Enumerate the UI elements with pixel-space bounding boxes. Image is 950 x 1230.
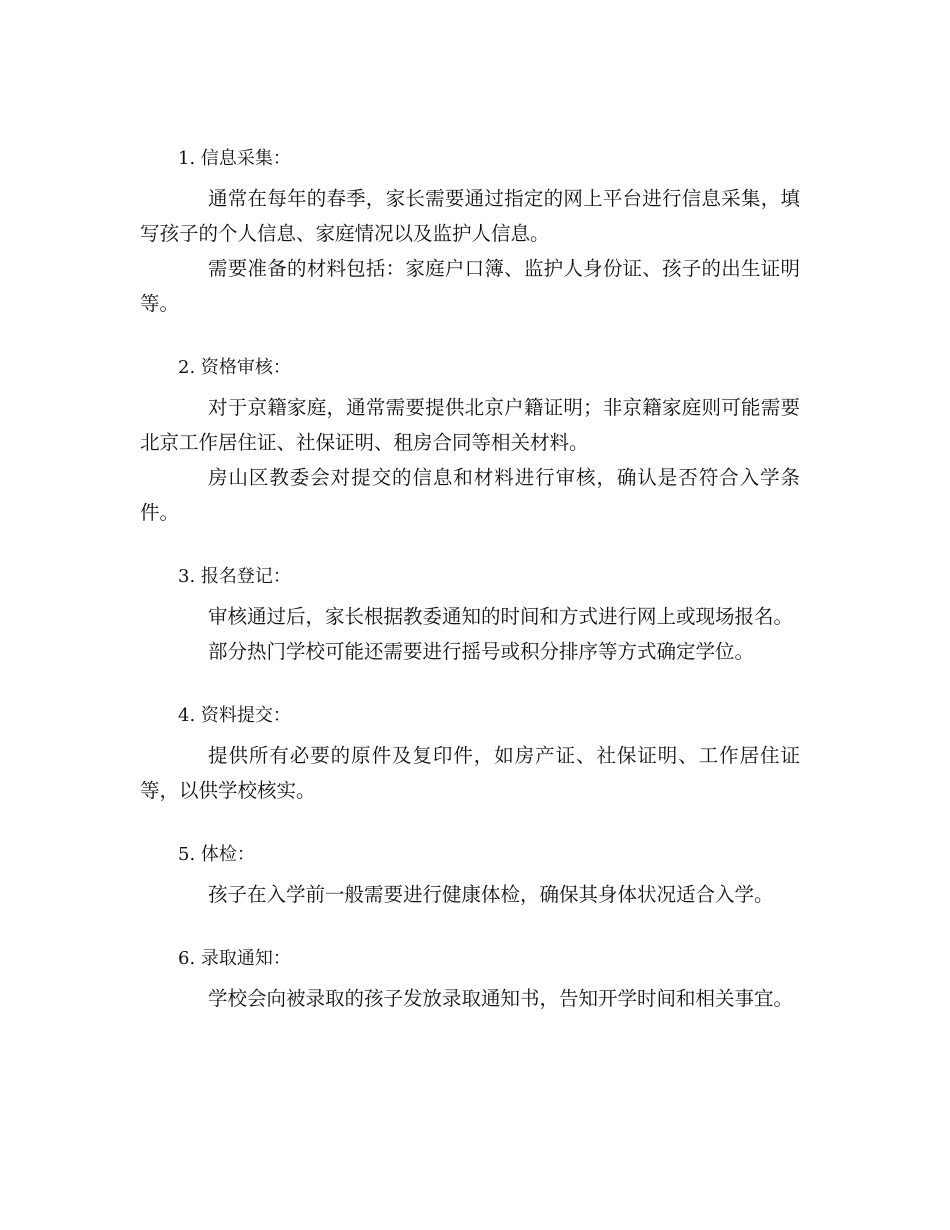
section-paragraph: 学校会向被录取的孩子发放录取通知书，告知开学时间和相关事宜。 <box>208 987 794 1010</box>
section-paragraph: 需要准备的材料包括：家庭户口簿、监护人身份证、孩子的出生证明等。 <box>140 257 800 315</box>
section-heading: 5. 体检： <box>178 844 255 865</box>
section-paragraph: 通常在每年的春季，家长需要通过指定的网上平台进行信息采集，填写孩子的个人信息、家庭情况以及监护人信息。 <box>140 187 800 245</box>
section-info-collection <box>140 145 800 321</box>
section-registration <box>140 563 800 669</box>
section-paragraph: 对于京籍家庭，通常需要提供北京户籍证明；非京籍家庭则可能需要北京工作居住证、社保证明、租房合同等相关材料。 <box>140 396 800 454</box>
document-page <box>140 145 800 1016</box>
section-paragraph: 孩子在入学前一般需要进行健康体检，确保其身体状况适合入学。 <box>208 883 774 906</box>
section-heading: 4. 资料提交： <box>178 705 291 726</box>
section-eligibility-review <box>140 354 800 530</box>
section-paragraph: 房山区教委会对提交的信息和材料进行审核，确认是否符合入学条件。 <box>140 466 800 524</box>
section-paragraph: 审核通过后，家长根据教委通知的时间和方式进行网上或现场报名。 <box>208 605 794 628</box>
section-admission-notice <box>140 945 800 1016</box>
section-heading: 3. 报名登记： <box>178 566 291 587</box>
section-health-check <box>140 841 800 912</box>
section-heading: 2. 资格审核： <box>178 357 291 378</box>
section-paragraph: 提供所有必要的原件及复印件，如房产证、社保证明、工作居住证等，以供学校核实。 <box>140 744 800 802</box>
section-document-submission <box>140 702 800 808</box>
section-paragraph: 部分热门学校可能还需要进行摇号或积分排序等方式确定学位。 <box>208 640 755 663</box>
section-heading: 1. 信息采集： <box>178 148 291 169</box>
section-heading: 6. 录取通知： <box>178 948 291 969</box>
